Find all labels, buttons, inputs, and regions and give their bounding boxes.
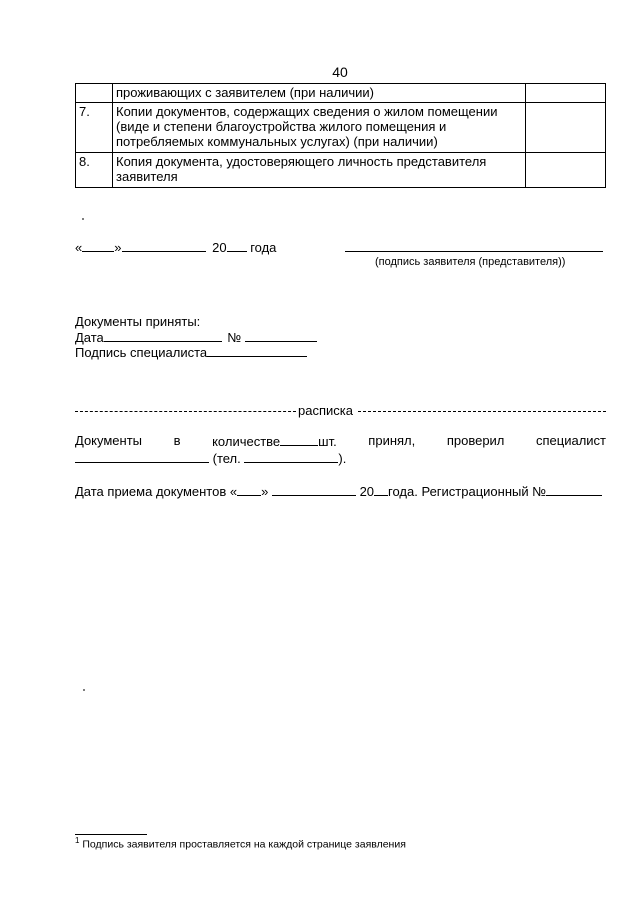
close-quote: » <box>114 240 122 255</box>
acceptance-year-prefix: 20 <box>359 484 375 499</box>
month-blank[interactable] <box>122 239 206 252</box>
accepted-heading: Документы приняты: <box>75 314 201 329</box>
phone-close: ). <box>338 451 347 466</box>
signature-caption: (подпись заявителя (представителя)) <box>375 256 566 268</box>
footnote-text: Подпись заявителя проставляется на каждой странице заявления <box>82 838 406 851</box>
acceptance-year-suffix: года. Регистрационный № <box>388 484 547 499</box>
footnote-rule <box>75 834 147 835</box>
acceptance-date-prefix: Дата приема документов « <box>75 484 238 499</box>
documents-table <box>75 83 606 188</box>
scan-speck <box>82 218 84 220</box>
count-blank[interactable] <box>280 433 318 446</box>
scan-speck <box>83 689 85 691</box>
receipt-label: расписка <box>298 403 353 418</box>
number-label: № <box>227 330 242 345</box>
year-suffix: года <box>250 240 277 255</box>
table-row <box>76 103 606 153</box>
phone-label: (тел. <box>212 451 241 466</box>
table-row <box>76 84 606 103</box>
footnote-mark: 1 <box>75 836 80 845</box>
specialist-signature-blank[interactable] <box>207 344 307 357</box>
receipt-word: специалист <box>535 433 606 448</box>
row-number <box>76 84 113 103</box>
row-number: 7. <box>76 103 113 153</box>
year-prefix: 20 <box>212 240 227 255</box>
row-mark-cell <box>526 84 606 103</box>
row-mark-cell <box>526 153 606 188</box>
acceptance-day-blank[interactable] <box>237 483 261 496</box>
acceptance-close-quote: » <box>261 484 269 499</box>
application-date-line <box>75 239 276 255</box>
footnote <box>75 836 406 851</box>
row-description: Копии документов, содержащих сведения о жилом помещении (виде и степени благоустройства жилого помещения и потребляемых коммунальных услугах) (при наличии) <box>113 103 526 153</box>
acceptance-year-blank[interactable] <box>374 483 388 496</box>
acceptance-date-line <box>75 483 606 499</box>
day-blank[interactable] <box>82 239 114 252</box>
receipt-divider-left <box>75 411 296 412</box>
specialist-name-blank[interactable] <box>75 450 209 463</box>
receipt-word: проверил <box>446 433 505 448</box>
accepted-date-blank[interactable] <box>104 329 222 342</box>
specialist-signature-label: Подпись специалиста <box>75 345 208 360</box>
receipt-word: принял, <box>368 433 416 448</box>
registration-number-blank[interactable] <box>546 483 602 496</box>
row-description: Копия документа, удостоверяющего личность представителя заявителя <box>113 153 526 188</box>
applicant-signature-blank[interactable] <box>345 251 603 252</box>
row-description: проживающих с заявителем (при наличии) <box>113 84 526 103</box>
receipt-word: Документы <box>75 433 143 448</box>
open-quote: « <box>75 240 83 255</box>
receipt-word: в <box>173 433 181 448</box>
year-blank[interactable] <box>227 239 247 252</box>
accepted-number-blank[interactable] <box>245 329 317 342</box>
receipt-line <box>75 433 606 449</box>
receipt-word: количестве <box>212 434 281 449</box>
receipt-count-group <box>212 433 337 449</box>
receipt-divider-right <box>358 411 606 412</box>
page-number: 40 <box>332 64 348 80</box>
row-mark-cell <box>526 103 606 153</box>
accepted-date-line <box>75 329 317 345</box>
receipt-word: шт. <box>318 434 337 449</box>
date-label: Дата <box>75 330 104 345</box>
row-number: 8. <box>76 153 113 188</box>
phone-blank[interactable] <box>244 450 338 463</box>
acceptance-month-blank[interactable] <box>272 483 356 496</box>
specialist-signature-line <box>75 344 307 360</box>
specialist-phone-line <box>75 450 346 466</box>
table-row <box>76 153 606 188</box>
